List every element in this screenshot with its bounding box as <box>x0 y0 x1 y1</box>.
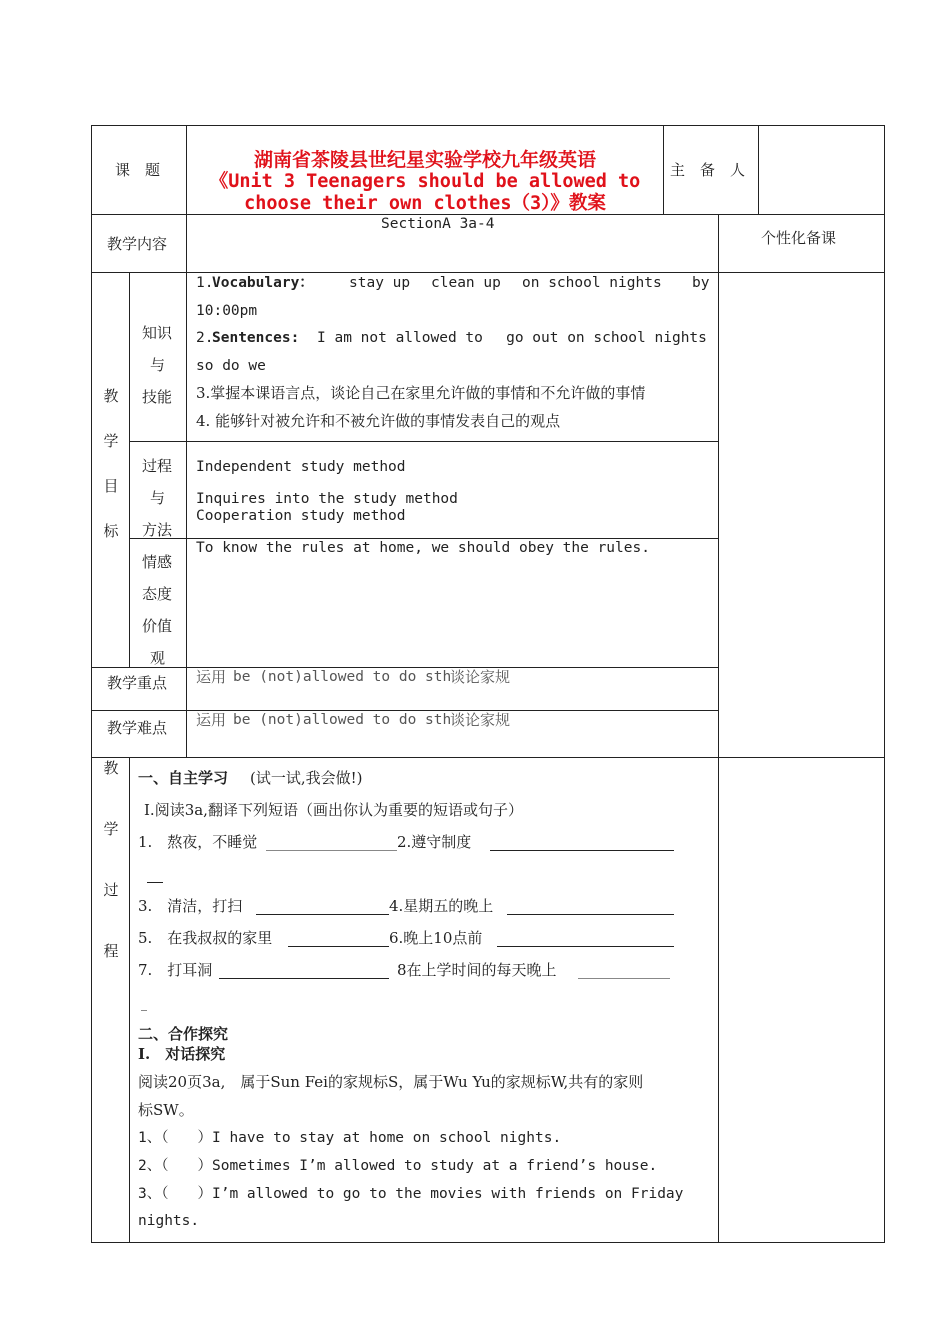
personal-notes-label: 个性化备课 <box>761 229 837 247</box>
difficulty-label: 教学难点 <box>107 719 168 737</box>
knowledge-label-2: 与 <box>150 356 166 374</box>
exercise-6: 6.晚上10点前 <box>389 929 483 947</box>
knowledge-label-3: 技能 <box>142 388 173 406</box>
self-study-heading: 一、自主学习 <box>138 769 229 787</box>
sentences-cont: so do we <box>196 358 266 374</box>
teaching-content-label: 教学内容 <box>107 235 168 253</box>
preparer-label: 主 备 人 <box>670 161 746 179</box>
question-2: 2、（ ）Sometimes I’m allowed to study at a friend’s house. <box>138 1158 658 1174</box>
process-label-char-3: 过 <box>103 881 119 899</box>
exercise-2: 2.遵守制度 <box>397 833 472 851</box>
objectives-label-1: 教 <box>103 387 119 405</box>
process-label-char-1: 教 <box>103 759 119 777</box>
objectives-label-2: 学 <box>103 432 119 450</box>
dialogue-subheading: I. 对话探究 <box>138 1045 226 1063</box>
process-label-1: 过程 <box>142 457 173 475</box>
exercise-1: 1. 熬夜，不睡觉 <box>138 833 258 851</box>
process-line-1: Independent study method <box>196 459 406 475</box>
vocab-num: 1. <box>196 275 214 291</box>
difficulty-value-cn2: 谈论家规 <box>450 711 511 729</box>
objectives-label-4: 标 <box>103 522 119 540</box>
exercise-5: 5. 在我叔叔的家里 <box>138 929 273 947</box>
key-point-label: 教学重点 <box>107 674 168 692</box>
emotion-label-4: 观 <box>150 649 166 667</box>
cooperation-instructions-1: 阅读20页3a, 属于Sun Fei的家规标S，属于Wu Yu的家规标W,共有的家则 <box>138 1073 644 1091</box>
question-3: 3、（ ）I’m allowed to go to the movies with friends on Friday <box>138 1186 684 1202</box>
document-title-line1: 湖南省茶陵县世纪星实验学校九年级英语 <box>253 149 596 171</box>
process-label-char-2: 学 <box>103 820 119 838</box>
vocab-cont: 10:00pm <box>196 303 258 319</box>
vocab-key: Vocabulary： <box>212 275 314 291</box>
objectives-label-3: 目 <box>103 477 119 495</box>
self-study-subheading: (试一试,我会做!) <box>250 769 363 787</box>
difficulty-value-en: be (not)allowed to do sth <box>233 712 452 728</box>
topic-label: 课 题 <box>115 161 161 179</box>
key-point-value-cn2: 谈论家规 <box>450 668 511 686</box>
process-label-3: 方法 <box>142 521 173 539</box>
difficulty-value-cn: 运用 <box>196 711 227 729</box>
vocab-item-1: stay up <box>349 275 411 291</box>
vocab-item-3: on school nights <box>522 275 662 291</box>
document-title-line2: 《Unit 3 Teenagers should be allowed to <box>209 171 641 192</box>
sentences-text: I am not allowed to go out on school nights <box>317 330 707 346</box>
document-title-line3: choose their own clothes（3）》教案 <box>244 193 606 214</box>
emotion-label-2: 态度 <box>142 585 173 603</box>
sentences-num: 2. <box>196 330 214 346</box>
exercise-8: 8在上学时间的每天晚上 <box>397 961 557 979</box>
process-line-3: Cooperation study method <box>196 508 406 524</box>
process-label-char-4: 程 <box>103 942 119 960</box>
exercise-7: 7. 打耳洞 <box>138 961 213 979</box>
question-3-cont: nights. <box>138 1213 200 1229</box>
question-1: 1、（ ）I have to stay at home on school nights. <box>138 1130 562 1146</box>
emotion-label-3: 价值 <box>142 617 173 635</box>
emotion-label-1: 情感 <box>142 553 173 571</box>
vocab-item-2: clean up <box>431 275 501 291</box>
cooperation-heading: 二、合作探究 <box>138 1025 229 1043</box>
process-label-2: 与 <box>150 489 166 507</box>
sentences-key: Sentences: <box>212 330 300 346</box>
knowledge-label-1: 知识 <box>142 324 173 342</box>
emotion-line-1: To know the rules at home, we should obey the rules. <box>196 540 650 556</box>
self-study-instructions: Ⅰ.阅读3a,翻译下列短语（画出你认为重要的短语或句子） <box>144 801 523 819</box>
exercise-4: 4.星期五的晚上 <box>389 897 494 915</box>
cooperation-instructions-2: 标SW。 <box>138 1101 194 1119</box>
knowledge-item-4: 4. 能够针对被允许和不被允许做的事情发表自己的观点 <box>196 412 561 430</box>
teaching-content-value: SectionA 3a-4 <box>381 216 495 232</box>
process-line-2: Inquires into the study method <box>196 491 458 507</box>
vocab-item-4: by <box>692 275 710 291</box>
key-point-value-cn: 运用 <box>196 668 227 686</box>
key-point-value-en: be (not)allowed to do sth <box>233 669 452 685</box>
exercise-3: 3. 清洁，打扫 <box>138 897 243 915</box>
knowledge-item-3: 3.掌握本课语言点，谈论自己在家里允许做的事情和不允许做的事情 <box>196 384 646 402</box>
